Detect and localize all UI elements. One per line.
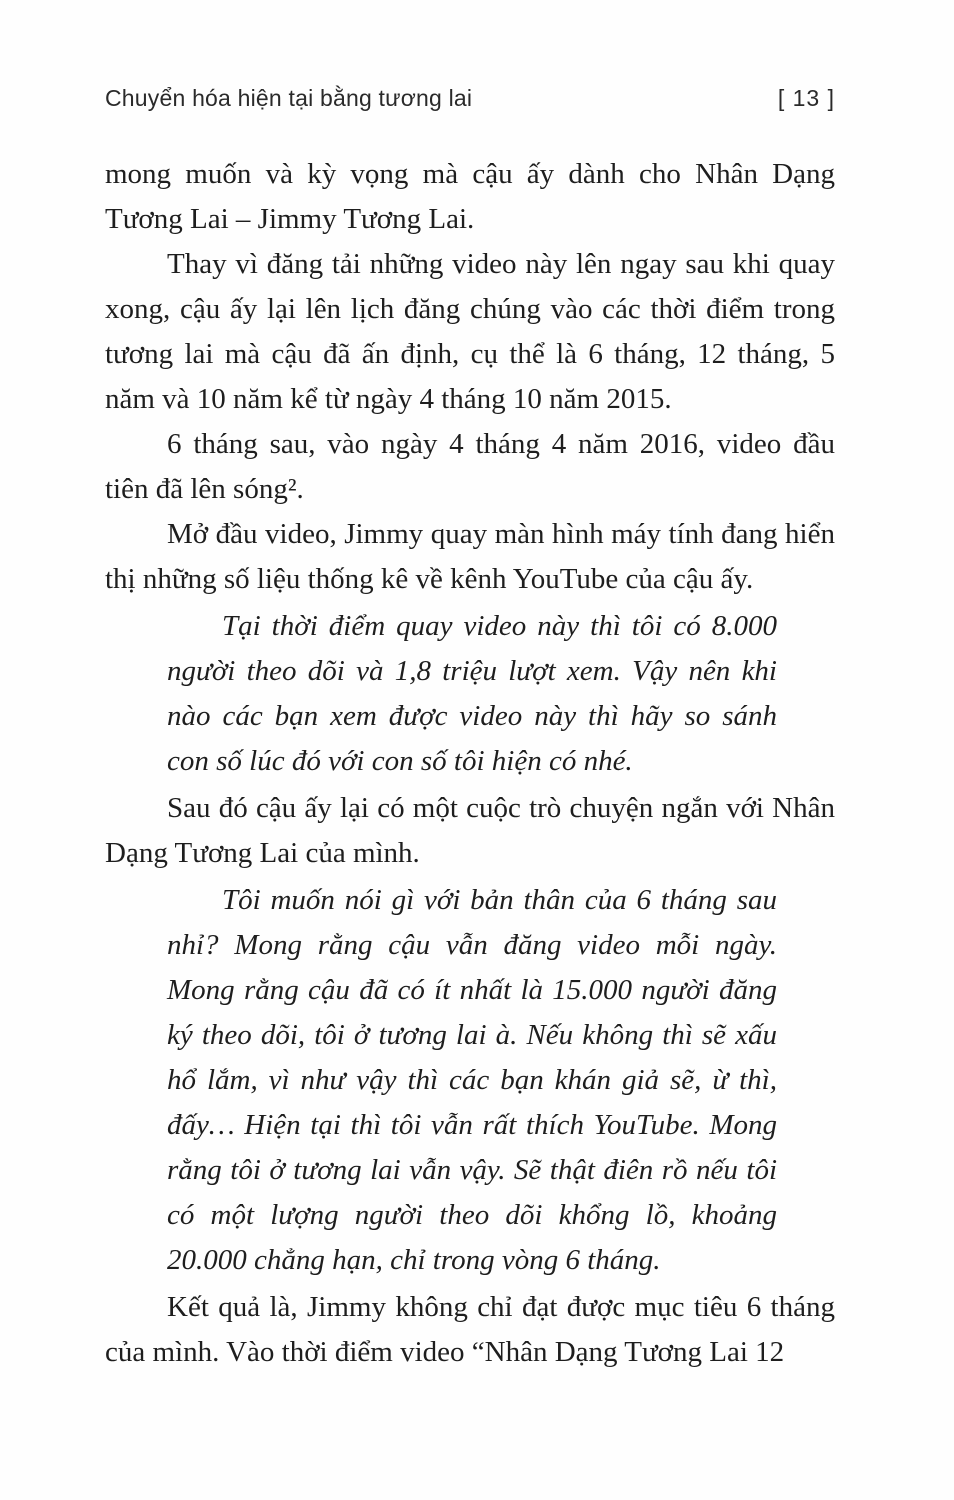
blockquote: Tôi muốn nói gì với bản thân của 6 tháng sau nhỉ? Mong rằng cậu vẫn đăng video mỗi ngày. Mong rằng cậu đã có ít nhất là 15.000 người đăng ký theo dõi, tôi ở tương lai à. Nếu không thì sẽ xấu hổ lắm, vì như vậy thì các bạn khán giả sẽ, ừ thì, đấy… Hiện tại thì tôi vẫn rất thích YouTube. Mong rằng tôi ở tương lai vẫn vậy. Sẽ thật điên rồ nếu tôi có một lượng người theo dõi khổng lồ, khoảng 20.000 chẳng hạn, chỉ trong vòng 6 tháng. (167, 884, 777, 1276)
paragraph-with-footnote-ref: 6 tháng sau, vào ngày 4 tháng 4 năm 2016, video đầu tiên đã lên sóng². (105, 428, 835, 505)
blockquote: Tại thời điểm quay video này thì tôi có 8.000 người theo dõi và 1,8 triệu lượt xem. Vậy nên khi nào các bạn xem được video này thì hãy so sánh con số lúc đó với con số tôi hiện có nhé. (167, 610, 777, 777)
paragraph: Mở đầu video, Jimmy quay màn hình máy tính đang hiển thị những số liệu thống kê về kênh YouTube của cậu ấy. (105, 518, 835, 595)
paragraph: mong muốn và kỳ vọng mà cậu ấy dành cho Nhân Dạng Tương Lai – Jimmy Tương Lai. (105, 158, 835, 235)
paragraph: Sau đó cậu ấy lại có một cuộc trò chuyện ngắn với Nhân Dạng Tương Lai của mình. (105, 792, 835, 869)
running-title: Chuyển hóa hiện tại bằng tương lai (105, 85, 473, 111)
paragraph: Kết quả là, Jimmy không chỉ đạt được mục tiêu 6 tháng của mình. Vào thời điểm video “Nhân Dạng Tương Lai 12 (105, 1291, 835, 1368)
page-number: [ 13 ] (777, 85, 835, 111)
page-body (105, 152, 835, 1375)
paragraph: Thay vì đăng tải những video này lên ngay sau khi quay xong, cậu ấy lại lên lịch đăng chúng vào các thời điểm trong tương lai mà cậu đã ấn định, cụ thể là 6 tháng, 12 tháng, 5 năm và 10 năm kể từ ngày 4 tháng 10 năm 2015. (105, 248, 835, 415)
page-header (105, 85, 835, 112)
